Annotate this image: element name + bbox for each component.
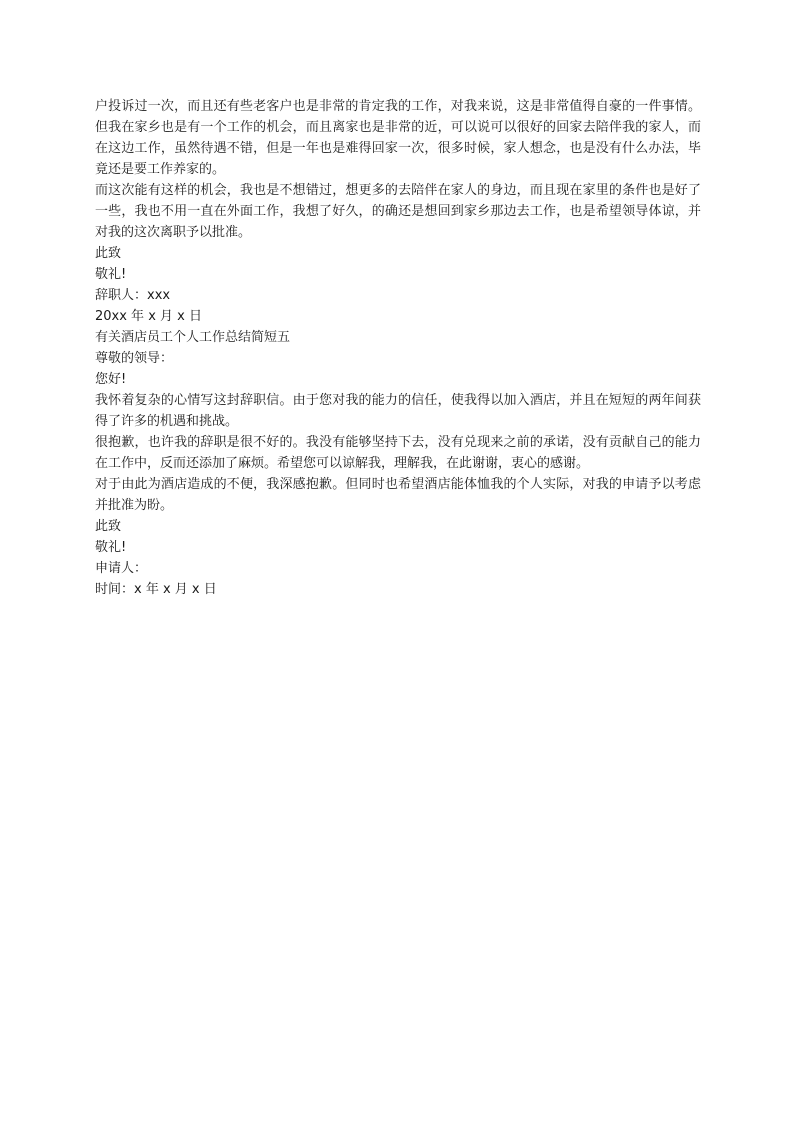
letter2-paragraph-2: 很抱歉，也许我的辞职是很不好的。我没有能够坚持下去，没有兑现来之前的承诺，没有贡献自己的能力在工作中，反而还添加了麻烦。希望您可以谅解我，理解我，在此谢谢，衷心的感谢。 [95,435,701,471]
letter2-greeting: 您好! [95,372,127,387]
letter1-closing-2: 敬礼! [95,267,127,282]
letter2-title: 有关酒店员工个人工作总结简短五 [95,330,291,345]
letter2-date: 时间：x 年 x 月 x 日 [95,582,217,597]
document-body [95,96,701,600]
letter2-closing-1: 此致 [95,519,122,534]
letter2-applicant: 申请人： [95,561,148,576]
letter1-date: 20xx 年 x 月 x 日 [95,309,202,324]
letter1-signer: 辞职人：xxx [95,288,171,303]
letter1-paragraph-1: 户投诉过一次，而且还有些老客户也是非常的肯定我的工作，对我来说，这是非常值得自豪的一件事情。但我在家乡也是有一个工作的机会，而且离家也是非常的近，可以说可以很好的回家去陪伴我的家人，而在这边工作，虽然待遇不错，但是一年也是难得回家一次，很多时候，家人想念，也是没有什么办法，毕竟还是要工作养家的。 [95,99,701,177]
letter2-salutation: 尊敬的领导： [95,351,174,366]
letter1-closing-1: 此致 [95,246,122,261]
letter2-closing-2: 敬礼! [95,540,127,555]
letter2-paragraph-1: 我怀着复杂的心情写这封辞职信。由于您对我的能力的信任，使我得以加入酒店，并且在短短的两年间获得了许多的机遇和挑战。 [95,393,701,429]
letter2-paragraph-3: 对于由此为酒店造成的不便，我深感抱歉。但同时也希望酒店能体恤我的个人实际，对我的申请予以考虑并批准为盼。 [95,477,701,513]
letter1-paragraph-2: 而这次能有这样的机会，我也是不想错过，想更多的去陪伴在家人的身边，而且现在家里的条件也是好了一些，我也不用一直在外面工作，我想了好久，的确还是想回到家乡那边去工作，也是希望领导体谅，并对我的这次离职予以批准。 [95,183,701,240]
